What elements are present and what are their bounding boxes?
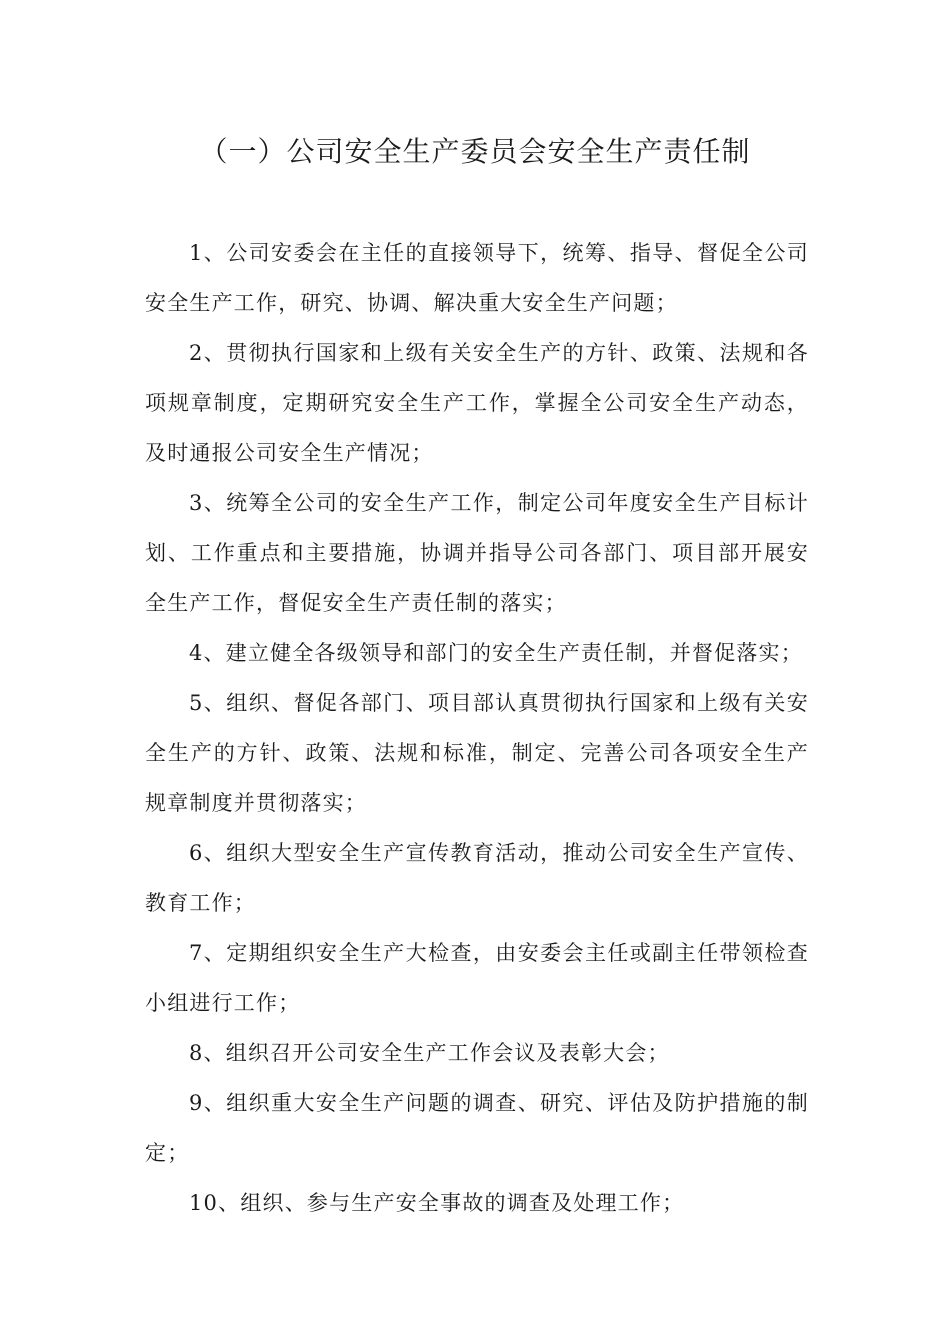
paragraph-5: 5、组织、督促各部门、项目部认真贯彻执行国家和上级有关安全生产的方针、政策、法规和标准，制定、完善公司各项安全生产规章制度并贯彻落实； xyxy=(145,691,809,815)
document-title: （一）公司安全生产委员会安全生产责任制 xyxy=(199,135,751,168)
paragraph-6: 6、组织大型安全生产宣传教育活动，推动公司安全生产宣传、教育工作； xyxy=(145,841,809,915)
paragraph-7: 7、定期组织安全生产大检查，由安委会主任或副主任带领检查小组进行工作； xyxy=(145,941,809,1015)
paragraph-10: 10、组织、参与生产安全事故的调查及处理工作； xyxy=(189,1191,685,1215)
paragraph-1: 1、公司安委会在主任的直接领导下，统筹、指导、督促全公司安全生产工作，研究、协调、解决重大安全生产问题； xyxy=(145,241,809,315)
paragraph-3: 3、统筹全公司的安全生产工作，制定公司年度安全生产目标计划、工作重点和主要措施，协调并指导公司各部门、项目部开展安全生产工作，督促安全生产责任制的落实； xyxy=(145,491,809,615)
paragraph-4: 4、建立健全各级领导和部门的安全生产责任制，并督促落实； xyxy=(189,641,803,665)
paragraph-8: 8、组织召开公司安全生产工作会议及表彰大会； xyxy=(189,1041,670,1065)
paragraph-2: 2、贯彻执行国家和上级有关安全生产的方针、政策、法规和各项规章制度，定期研究安全生产工作，掌握全公司安全生产动态，及时通报公司安全生产情况； xyxy=(145,341,809,465)
paragraph-9: 9、组织重大安全生产问题的调查、研究、评估及防护措施的制定； xyxy=(145,1091,809,1165)
document-body xyxy=(145,228,809,1228)
